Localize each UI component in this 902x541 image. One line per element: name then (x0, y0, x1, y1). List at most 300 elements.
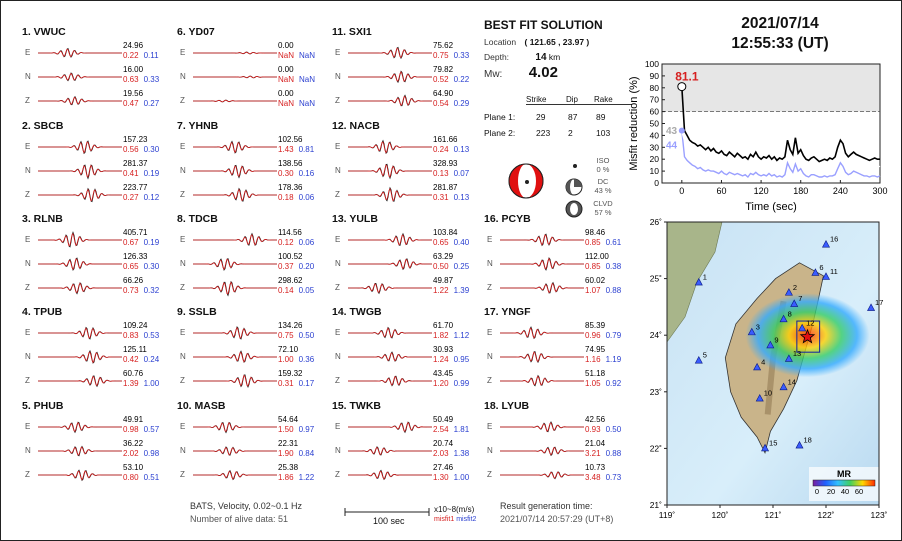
waveform (38, 417, 122, 437)
misfit1-value: 0.56 (123, 145, 139, 154)
waveform (500, 441, 584, 461)
misfit-values (433, 99, 469, 108)
misfit-values (123, 449, 159, 458)
waveform (193, 161, 277, 181)
misfit1-value: 1.39 (123, 379, 139, 388)
y-tick-label: 20 (649, 154, 659, 165)
amplitude-value: 0.00 (278, 65, 294, 74)
misfit-values (433, 331, 469, 340)
amplitude-value: 16.00 (123, 65, 144, 74)
misfit2-value: 0.05 (298, 286, 315, 295)
component-label: Z (335, 376, 340, 385)
iso-label: ISO (596, 156, 610, 165)
amplitude-value: 10.73 (585, 463, 606, 472)
misfit1-value: 1.82 (433, 331, 449, 340)
waveform (348, 43, 432, 63)
misfit2-value: 0.30 (143, 262, 160, 271)
misfit1-value: 2.03 (433, 449, 449, 458)
misfit2-value: 0.06 (298, 238, 315, 247)
synthetic-trace (38, 259, 122, 269)
lat-tick-label: 22˚ (649, 443, 662, 454)
misfit1-value: 0.83 (123, 331, 139, 340)
misfit-values (433, 286, 469, 295)
station-label: 1 (702, 272, 707, 282)
waveform (348, 185, 432, 205)
synthetic-trace (38, 328, 122, 338)
component-label: N (25, 72, 31, 81)
component-label: Z (487, 470, 492, 479)
synthetic-trace (38, 165, 122, 177)
lon-tick-label: 119˚ (658, 510, 676, 520)
misfit-values (278, 262, 314, 271)
misfit2-value: 0.50 (298, 331, 315, 340)
waveform (348, 441, 432, 461)
x-axis-label: Time (sec) (745, 201, 797, 213)
misfit-values (585, 449, 621, 458)
observed-trace (38, 165, 122, 178)
y-tick-label: 30 (649, 142, 659, 153)
synthetic-trace (193, 235, 277, 245)
station-map (640, 214, 902, 524)
misfit1-value: 0.47 (123, 99, 139, 108)
misfit2-value: 0.51 (143, 473, 160, 482)
misfit-values (278, 449, 314, 458)
plane-2-rake: 103 (596, 128, 611, 138)
lat-tick-label: 24˚ (649, 330, 662, 341)
amplitude-value: 161.66 (433, 135, 458, 144)
misfit2-value: 0.92 (605, 379, 622, 388)
misfit2-value: 0.84 (298, 449, 315, 458)
component-label: Z (335, 470, 340, 479)
misfit1-value: 0.67 (123, 238, 139, 247)
misfit-values (123, 169, 159, 178)
data-info: BATS, Velocity, 0.02~0.1 Hz (190, 501, 302, 511)
misfit1-value: 0.75 (433, 51, 449, 60)
misfit2-value: 0.38 (605, 262, 622, 271)
misfit2-value: 0.07 (453, 169, 470, 178)
location-value: ( 121.65 , 23.97 ) (524, 37, 590, 47)
amplitude-value: 64.90 (433, 89, 454, 98)
misfit-values (123, 355, 159, 364)
synthetic-trace (38, 352, 122, 362)
synthetic-trace (500, 284, 584, 293)
amplitude-value: 281.37 (123, 159, 148, 168)
misfit1-value: 1.24 (433, 355, 449, 364)
misfit1-value: 0.24 (433, 145, 449, 154)
station-panel (22, 26, 172, 118)
misfit1-value: 0.85 (585, 238, 601, 247)
waveform (38, 254, 122, 274)
station-panel (484, 400, 634, 492)
misfit-values (433, 193, 469, 202)
misfit2-value: 0.29 (453, 99, 470, 108)
station-panel (177, 400, 327, 492)
misfit2-value: NaN (299, 51, 316, 60)
component-label: Z (180, 190, 185, 199)
misfit-values (123, 379, 159, 388)
component-label: N (335, 352, 341, 361)
amplitude-value: 19.56 (123, 89, 144, 98)
synthetic-trace (348, 189, 432, 201)
misfit1-value: 0.96 (585, 331, 601, 340)
misfit2-value: 1.38 (453, 449, 470, 458)
amplitude-value: 20.74 (433, 439, 454, 448)
amplitude-value: 178.36 (278, 183, 303, 192)
component-label: E (180, 48, 186, 57)
misfit2-value: 0.79 (605, 331, 622, 340)
misfit2-value: 0.53 (143, 331, 160, 340)
amplitude-value: 54.64 (278, 415, 299, 424)
misfit1-value: 1.30 (433, 473, 449, 482)
station-title: 4. TPUB (22, 306, 63, 318)
misfit-values (123, 75, 159, 84)
station-label: 5 (702, 350, 707, 360)
plane-1-dip: 87 (568, 112, 578, 122)
misfit-values (433, 262, 469, 271)
alive-count: Number of alive data: 51 (190, 514, 289, 524)
waveform (348, 347, 432, 367)
lat-tick-label: 26˚ (649, 217, 662, 227)
waveform (348, 417, 432, 437)
misfit1-value: 0.50 (433, 262, 449, 271)
misfit-values (433, 51, 469, 60)
amplitude-value: 157.23 (123, 135, 148, 144)
station-title: 17. YNGF (484, 306, 531, 318)
waveform (38, 371, 122, 391)
synthetic-trace (193, 352, 277, 361)
col-strike: Strike (526, 95, 547, 104)
waveform (193, 417, 277, 437)
station-title: 5. PHUB (22, 400, 64, 412)
dc-value: 43 % (594, 186, 612, 195)
observed-trace (348, 283, 432, 293)
misfit-values (433, 75, 469, 84)
synthetic-trace (348, 72, 432, 81)
amplitude-value: 61.70 (433, 321, 454, 330)
misfit2-value: 0.97 (298, 425, 315, 434)
misfit1-value: 1.00 (278, 355, 294, 364)
iso-value: 0 % (596, 165, 610, 174)
misfit2-value: 0.88 (605, 286, 622, 295)
station-panel (22, 306, 172, 398)
component-label: N (25, 259, 31, 268)
synthetic-trace (38, 283, 122, 292)
station-label: 4 (761, 357, 766, 367)
component-label: E (25, 235, 31, 244)
synthetic-trace (193, 52, 277, 54)
y-tick-label: 40 (649, 130, 659, 141)
misfit2-value: 0.40 (453, 238, 470, 247)
misfit-values (278, 145, 314, 154)
component-label: Z (180, 376, 185, 385)
misfit1-value: 0.52 (433, 75, 449, 84)
synthetic-trace (348, 97, 432, 106)
component-label: Z (25, 96, 30, 105)
misfit-values (278, 238, 314, 247)
station-label: 2 (792, 282, 798, 292)
station-title: 16. PCYB (484, 213, 531, 225)
colorbar-tick-label: 40 (840, 487, 850, 496)
component-label: E (180, 328, 186, 337)
component-label: N (25, 166, 31, 175)
amplitude-value: 66.26 (123, 276, 144, 285)
amplitude-value: 25.38 (278, 463, 299, 472)
misfit-values (433, 425, 469, 434)
station-label: 8 (787, 309, 792, 319)
misfit-values (585, 331, 621, 340)
component-label: Z (335, 96, 340, 105)
station-label: 3 (755, 322, 760, 332)
misfit-values (433, 379, 469, 388)
misfit2-value: 1.00 (143, 379, 160, 388)
amplitude-value: 42.56 (585, 415, 606, 424)
synthetic-trace (38, 234, 122, 246)
waveform (38, 43, 122, 63)
misfit2-value: 1.39 (453, 286, 470, 295)
misfit2-value: 0.33 (143, 75, 160, 84)
misfit1-value: 3.48 (585, 473, 601, 482)
component-label: Z (25, 376, 30, 385)
synthetic-trace (348, 165, 432, 177)
misfit1-value: 1.86 (278, 473, 294, 482)
component-label: E (335, 48, 341, 57)
component-label: E (25, 142, 31, 151)
component-label: E (487, 328, 493, 337)
component-label: Z (25, 470, 30, 479)
waveform (193, 137, 277, 157)
waveform (193, 43, 277, 63)
waveform (500, 323, 584, 343)
waveform (348, 323, 432, 343)
synthetic-trace (348, 48, 432, 57)
location-label: Location (484, 37, 517, 47)
x-tick-label: 240 (832, 186, 848, 196)
component-label: Z (25, 283, 30, 292)
synthetic-trace (38, 376, 122, 385)
misfit2-value: 0.12 (143, 193, 160, 202)
lon-tick-label: 123˚ (870, 510, 888, 520)
iso-symbol (566, 161, 582, 171)
misfit2-value: 0.33 (453, 51, 470, 60)
misfit-values (123, 193, 159, 202)
amplitude-value: 60.76 (123, 369, 144, 378)
misfit2-value: 1.81 (453, 425, 470, 434)
misfit1-value: 0.31 (433, 193, 449, 202)
component-label: E (335, 142, 341, 151)
misfit1-value: 1.20 (433, 379, 449, 388)
synthetic-trace (38, 190, 122, 201)
component-label: E (25, 48, 31, 57)
misfit-values (278, 355, 314, 364)
station-panel (177, 213, 327, 305)
amplitude-value: 102.56 (278, 135, 303, 144)
component-label: Z (487, 376, 492, 385)
synthetic-trace (348, 259, 432, 268)
station-title: 9. SSLB (177, 306, 217, 318)
misfit-values (433, 169, 469, 178)
waveform (193, 323, 277, 343)
synthetic-trace (193, 190, 277, 201)
station-title: 14. TWGB (332, 306, 382, 318)
misfit2-value: 0.32 (143, 286, 160, 295)
plane-2-dip: 2 (568, 128, 573, 138)
waveform (500, 254, 584, 274)
station-panel (484, 306, 634, 398)
waveform (348, 67, 432, 87)
station-panel (22, 213, 172, 305)
misfit2-value: NaN (299, 99, 316, 108)
waveform (348, 137, 432, 157)
clvd-label: CLVD (593, 199, 613, 208)
component-label: N (335, 446, 341, 455)
waveform (193, 441, 277, 461)
lat-tick-label: 23˚ (649, 386, 662, 397)
waveform (38, 230, 122, 250)
misfit-values (433, 145, 469, 154)
component-label: N (180, 259, 186, 268)
component-label: Z (180, 96, 185, 105)
amplitude-value: 98.46 (585, 228, 606, 237)
misfit-values (585, 355, 621, 364)
misfit1-value: 0.22 (123, 51, 139, 60)
station-panel (332, 306, 482, 398)
misfit2-value: 0.73 (605, 473, 622, 482)
misfit-values (123, 262, 159, 271)
misfit-values (278, 99, 315, 108)
synthetic-trace (500, 235, 584, 245)
amplitude-value: 72.10 (278, 345, 299, 354)
synthetic-trace (193, 166, 277, 176)
waveform (193, 347, 277, 367)
misfit2-value: 0.20 (298, 262, 315, 271)
waveform (193, 185, 277, 205)
component-label: E (487, 422, 493, 431)
waveform (193, 278, 277, 298)
amplitude-value: 0.00 (278, 89, 294, 98)
misfit-values (278, 75, 315, 84)
misfit-values (278, 425, 314, 434)
misfit-values (123, 331, 159, 340)
misfit1-value: 0.27 (123, 193, 139, 202)
lat-tick-label: 25˚ (649, 273, 662, 284)
synthetic-trace (348, 353, 432, 361)
station-panel (177, 306, 327, 398)
misfit2-value: 0.22 (453, 75, 470, 84)
amplitude-unit: x10~8(m/s) (434, 505, 475, 514)
waveform (348, 465, 432, 485)
synthetic-trace (193, 328, 277, 338)
misfit1-value: NaN (278, 75, 295, 84)
component-label: E (335, 328, 341, 337)
x-tick-label: 60 (716, 186, 727, 196)
misfit2-value: 0.27 (143, 99, 160, 108)
synthetic-trace (38, 97, 122, 104)
component-label: N (180, 72, 186, 81)
component-label: Z (487, 283, 492, 292)
synthetic-trace (193, 375, 277, 385)
misfit1-value: 0.73 (123, 286, 139, 295)
station-title: 8. TDCB (177, 213, 218, 225)
misfit-values (433, 449, 469, 458)
amplitude-value: 27.46 (433, 463, 454, 472)
synthetic-trace (38, 423, 122, 432)
misfit-values (123, 425, 159, 434)
dc-label: DC (597, 177, 609, 186)
station-title: 1. VWUC (22, 26, 66, 38)
misfit1-value: 0.93 (585, 425, 601, 434)
station-label: 6 (819, 262, 824, 272)
station-label: 18 (803, 435, 812, 445)
colorbar-tick-label: 20 (826, 487, 836, 496)
misfit2-value: 0.57 (143, 425, 160, 434)
clvd-value: 57 % (594, 208, 612, 217)
component-label: Z (180, 283, 185, 292)
misfit-values (585, 425, 621, 434)
waveform (38, 441, 122, 461)
station-label: 12 (806, 318, 815, 328)
station-label: 15 (769, 438, 778, 448)
misfit1-value: 0.13 (433, 169, 449, 178)
blue-marker (679, 128, 685, 134)
lon-tick-label: 121˚ (764, 510, 782, 520)
synthetic-trace (348, 235, 432, 245)
synthetic-trace (500, 328, 584, 338)
misfit1-value: 0.37 (278, 262, 294, 271)
plane-2-label: Plane 2: (484, 128, 516, 138)
station-label: 13 (792, 348, 802, 358)
misfit2-value: 0.13 (453, 193, 470, 202)
synthetic-trace (500, 472, 584, 478)
component-label: N (335, 72, 341, 81)
observed-trace (193, 422, 277, 432)
station-label: 11 (830, 266, 838, 276)
station-title: 15. TWKB (332, 400, 382, 412)
amplitude-value: 100.52 (278, 252, 303, 261)
station-panel (22, 120, 172, 212)
beachball-full (506, 161, 546, 201)
lon-tick-label: 122˚ (817, 510, 835, 520)
misfit2-value: 1.12 (453, 331, 470, 340)
amplitude-value: 24.96 (123, 41, 144, 50)
misfit1-value: 0.75 (278, 331, 294, 340)
misfit2-value: 0.19 (143, 238, 160, 247)
station-title: 3. RLNB (22, 213, 63, 225)
station-panel (332, 213, 482, 305)
misfit1-value: 2.02 (123, 449, 139, 458)
synthetic-trace (500, 352, 584, 361)
amplitude-value: 109.24 (123, 321, 148, 330)
station-title: 2. SBCB (22, 120, 64, 132)
amplitude-value: 112.00 (585, 252, 609, 261)
misfit1-value: 0.30 (278, 169, 294, 178)
misfit-values (585, 238, 621, 247)
misfit-values (123, 145, 159, 154)
waveform (193, 254, 277, 274)
misfit1-value: 0.80 (123, 473, 139, 482)
waveform (38, 67, 122, 87)
misfit1-value: 0.98 (123, 425, 139, 434)
misfit-values (278, 379, 314, 388)
synthetic-trace (38, 447, 122, 455)
misfit-values (123, 99, 159, 108)
colorbar-title: MR (837, 469, 851, 479)
synthetic-trace (500, 376, 584, 385)
misfit-reduction-chart (626, 58, 900, 218)
amplitude-value: 50.49 (433, 415, 454, 424)
plane-1-row (484, 112, 634, 122)
plane-2-strike: 223 (536, 128, 551, 138)
amplitude-value: 114.56 (278, 228, 302, 237)
